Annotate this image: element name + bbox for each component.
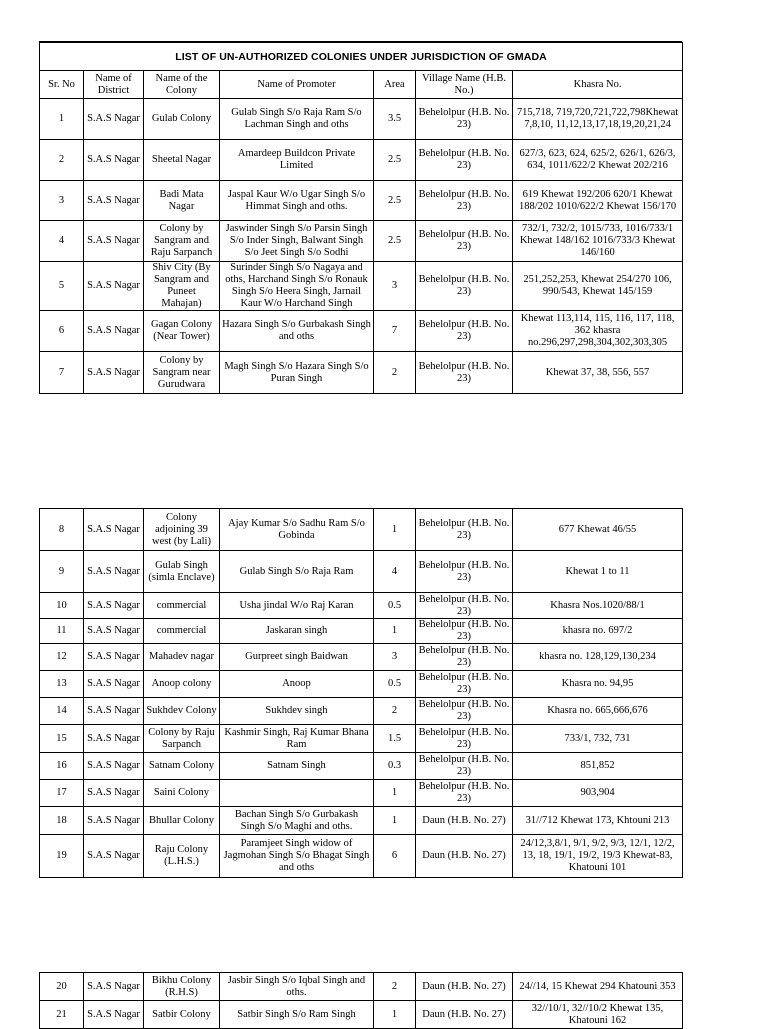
cell-sr-no: 6 (40, 311, 84, 352)
cell-district: S.A.S Nagar (84, 140, 144, 181)
cell-colony: commercial (144, 619, 220, 644)
cell-promoter: Jaswinder Singh S/o Parsin Singh S/o Inder Singh, Balwant Singh S/o Jeet Singh S/o Sodhi (220, 221, 374, 262)
table-row (40, 753, 683, 780)
cell-village: Daun (H.B. No. 27) (416, 1001, 513, 1029)
cell-area: 7 (374, 311, 416, 352)
cell-village: Behelolpur (H.B. No. 23) (416, 698, 513, 725)
cell-colony: Gulab Colony (144, 99, 220, 140)
cell-sr-no: 14 (40, 698, 84, 725)
cell-colony: Raju Colony (L.H.S.) (144, 835, 220, 878)
cell-district: S.A.S Nagar (84, 644, 144, 671)
cell-village: Daun (H.B. No. 27) (416, 973, 513, 1001)
cell-khasra: 627/3, 623, 624, 625/2, 626/1, 626/3, 634, 1011/622/2 Khewat 202/216 (513, 140, 683, 181)
cell-promoter: Amardeep Buildcon Private Limited (220, 140, 374, 181)
cell-khasra: 32//10/1, 32//10/2 Khewat 135, Khatouni 162 (513, 1001, 683, 1029)
cell-promoter: Paramjeet Singh widow of Jagmohan Singh S/o Bhagat Singh and oths (220, 835, 374, 878)
cell-sr-no: 16 (40, 753, 84, 780)
cell-sr-no: 15 (40, 725, 84, 753)
table-row (40, 698, 683, 725)
cell-village: Behelolpur (H.B. No. 23) (416, 753, 513, 780)
cell-area: 0.5 (374, 593, 416, 619)
cell-khasra: Khasra no. 94,95 (513, 671, 683, 698)
cell-khasra: Khasra no. 665,666,676 (513, 698, 683, 725)
cell-village: Behelolpur (H.B. No. 23) (416, 551, 513, 593)
cell-area: 3 (374, 262, 416, 311)
cell-sr-no: 3 (40, 181, 84, 221)
table-row (40, 619, 683, 644)
cell-district: S.A.S Nagar (84, 698, 144, 725)
header-promoter: Name of Promoter (220, 71, 374, 99)
cell-colony: Mahadev nagar (144, 644, 220, 671)
table-row (40, 221, 683, 262)
cell-khasra: khasra no. 697/2 (513, 619, 683, 644)
cell-district: S.A.S Nagar (84, 221, 144, 262)
document-title: LIST OF UN-AUTHORIZED COLONIES UNDER JURISDICTION OF GMADA (40, 43, 683, 71)
cell-khasra: 619 Khewat 192/206 620/1 Khewat 188/202 1010/622/2 Khewat 156/170 (513, 181, 683, 221)
cell-khasra: 851,852 (513, 753, 683, 780)
cell-area: 0.3 (374, 753, 416, 780)
cell-district: S.A.S Nagar (84, 352, 144, 394)
cell-khasra: 903,904 (513, 780, 683, 807)
table-row (40, 593, 683, 619)
cell-colony: Bikhu Colony (R.H.S) (144, 973, 220, 1001)
cell-sr-no: 11 (40, 619, 84, 644)
table-row (40, 1001, 683, 1029)
table-row (40, 973, 683, 1001)
cell-khasra: Khasra Nos.1020/88/1 (513, 593, 683, 619)
cell-district: S.A.S Nagar (84, 619, 144, 644)
cell-promoter: Sukhdev singh (220, 698, 374, 725)
cell-area: 2 (374, 973, 416, 1001)
header-sr-no: Sr. No (40, 71, 84, 99)
cell-village: Behelolpur (H.B. No. 23) (416, 644, 513, 671)
cell-village: Behelolpur (H.B. No. 23) (416, 780, 513, 807)
cell-sr-no: 13 (40, 671, 84, 698)
cell-village: Behelolpur (H.B. No. 23) (416, 262, 513, 311)
cell-colony: Colony adjoining 39 west (by Lali) (144, 509, 220, 551)
cell-khasra: Khewat 113,114, 115, 116, 117, 118, 362 khasra no.296,297,298,304,302,303,305 (513, 311, 683, 352)
cell-sr-no: 21 (40, 1001, 84, 1029)
cell-area: 1 (374, 1001, 416, 1029)
cell-village: Behelolpur (H.B. No. 23) (416, 140, 513, 181)
cell-district: S.A.S Nagar (84, 807, 144, 835)
cell-village: Daun (H.B. No. 27) (416, 807, 513, 835)
cell-district: S.A.S Nagar (84, 181, 144, 221)
colonies-table-page1 (39, 42, 683, 394)
cell-colony: Gagan Colony (Near Tower) (144, 311, 220, 352)
cell-promoter: Ajay Kumar S/o Sadhu Ram S/o Gobinda (220, 509, 374, 551)
cell-promoter: Hazara Singh S/o Gurbakash Singh and oths (220, 311, 374, 352)
cell-sr-no: 18 (40, 807, 84, 835)
table-row (40, 551, 683, 593)
header-district: Name of District (84, 71, 144, 99)
colonies-table-page2 (39, 508, 683, 878)
cell-colony: Bhullar Colony (144, 807, 220, 835)
cell-area: 1 (374, 509, 416, 551)
cell-colony: Anoop colony (144, 671, 220, 698)
cell-promoter (220, 780, 374, 807)
cell-promoter: Anoop (220, 671, 374, 698)
table-row (40, 99, 683, 140)
cell-colony: Colony by Sangram and Raju Sarpanch (144, 221, 220, 262)
cell-khasra: 31//712 Khewat 173, Khtouni 213 (513, 807, 683, 835)
table-row (40, 311, 683, 352)
cell-area: 3 (374, 644, 416, 671)
cell-sr-no: 9 (40, 551, 84, 593)
cell-promoter: Gurpreet singh Baidwan (220, 644, 374, 671)
cell-village: Behelolpur (H.B. No. 23) (416, 311, 513, 352)
cell-promoter: Bachan Singh S/o Gurbakash Singh S/o Maghi and oths. (220, 807, 374, 835)
cell-area: 4 (374, 551, 416, 593)
cell-district: S.A.S Nagar (84, 262, 144, 311)
cell-promoter: Usha jindal W/o Raj Karan (220, 593, 374, 619)
cell-district: S.A.S Nagar (84, 671, 144, 698)
cell-colony: Shiv City (By Sangram and Puneet Mahajan) (144, 262, 220, 311)
cell-promoter: Magh Singh S/o Hazara Singh S/o Puran Singh (220, 352, 374, 394)
table-row (40, 671, 683, 698)
cell-area: 1 (374, 780, 416, 807)
cell-sr-no: 12 (40, 644, 84, 671)
table-row (40, 262, 683, 311)
cell-colony: Saini Colony (144, 780, 220, 807)
cell-promoter: Kashmir Singh, Raj Kumar Bhana Ram (220, 725, 374, 753)
cell-village: Behelolpur (H.B. No. 23) (416, 593, 513, 619)
cell-colony: Colony by Sangram near Gurudwara (144, 352, 220, 394)
cell-colony: Satnam Colony (144, 753, 220, 780)
cell-village: Behelolpur (H.B. No. 23) (416, 671, 513, 698)
table-row (40, 140, 683, 181)
table-row (40, 181, 683, 221)
cell-area: 0.5 (374, 671, 416, 698)
cell-colony: Gulab Singh (simla Enclave) (144, 551, 220, 593)
cell-district: S.A.S Nagar (84, 973, 144, 1001)
cell-area: 1 (374, 807, 416, 835)
cell-village: Daun (H.B. No. 27) (416, 835, 513, 878)
cell-promoter: Jaspal Kaur W/o Ugar Singh S/o Himmat Singh and oths. (220, 181, 374, 221)
cell-khasra: 732/1, 732/2, 1015/733, 1016/733/1 Khewat 148/162 1016/733/3 Khewat 146/160 (513, 221, 683, 262)
cell-khasra: 715,718, 719,720,721,722,798Khewat 7,8,10, 11,12,13,17,18,19,20,21,24 (513, 99, 683, 140)
cell-village: Behelolpur (H.B. No. 23) (416, 619, 513, 644)
cell-khasra: 24//14, 15 Khewat 294 Khatouni 353 (513, 973, 683, 1001)
cell-village: Behelolpur (H.B. No. 23) (416, 352, 513, 394)
cell-area: 2.5 (374, 181, 416, 221)
table-row (40, 352, 683, 394)
cell-khasra: khasra no. 128,129,130,234 (513, 644, 683, 671)
cell-area: 2 (374, 698, 416, 725)
cell-khasra: 733/1, 732, 731 (513, 725, 683, 753)
cell-sr-no: 17 (40, 780, 84, 807)
header-village: Village Name (H.B. No.) (416, 71, 513, 99)
header-area: Area (374, 71, 416, 99)
cell-sr-no: 8 (40, 509, 84, 551)
cell-district: S.A.S Nagar (84, 725, 144, 753)
cell-khasra: 24/12,3,8/1, 9/1, 9/2, 9/3, 12/1, 12/2, 13, 18, 19/1, 19/2, 19/3 Khewat-83, Khatouni 101 (513, 835, 683, 878)
header-khasra: Khasra No. (513, 71, 683, 99)
cell-sr-no: 20 (40, 973, 84, 1001)
cell-sr-no: 1 (40, 99, 84, 140)
cell-promoter: Jasbir Singh S/o Iqbal Singh and oths. (220, 973, 374, 1001)
cell-district: S.A.S Nagar (84, 1001, 144, 1029)
table-row (40, 725, 683, 753)
cell-sr-no: 2 (40, 140, 84, 181)
cell-colony: Sukhdev Colony (144, 698, 220, 725)
cell-district: S.A.S Nagar (84, 509, 144, 551)
cell-sr-no: 5 (40, 262, 84, 311)
cell-district: S.A.S Nagar (84, 780, 144, 807)
cell-khasra: 677 Khewat 46/55 (513, 509, 683, 551)
cell-village: Behelolpur (H.B. No. 23) (416, 99, 513, 140)
cell-district: S.A.S Nagar (84, 311, 144, 352)
cell-colony: Colony by Raju Sarpanch (144, 725, 220, 753)
colonies-table-page3 (39, 972, 683, 1029)
cell-khasra: 251,252,253, Khewat 254/270 106, 990/543, Khewat 145/159 (513, 262, 683, 311)
cell-khasra: Khewat 1 to 11 (513, 551, 683, 593)
cell-district: S.A.S Nagar (84, 99, 144, 140)
cell-promoter: Gulab Singh S/o Raja Ram S/o Lachman Singh and oths (220, 99, 374, 140)
cell-district: S.A.S Nagar (84, 593, 144, 619)
header-row (40, 71, 683, 99)
header-colony: Name of the Colony (144, 71, 220, 99)
cell-colony: Satbir Colony (144, 1001, 220, 1029)
cell-village: Behelolpur (H.B. No. 23) (416, 181, 513, 221)
table-row (40, 780, 683, 807)
table-row (40, 807, 683, 835)
cell-village: Behelolpur (H.B. No. 23) (416, 509, 513, 551)
cell-area: 1.5 (374, 725, 416, 753)
cell-promoter: Satnam Singh (220, 753, 374, 780)
cell-sr-no: 4 (40, 221, 84, 262)
cell-village: Behelolpur (H.B. No. 23) (416, 221, 513, 262)
cell-district: S.A.S Nagar (84, 835, 144, 878)
cell-district: S.A.S Nagar (84, 551, 144, 593)
table-row (40, 835, 683, 878)
cell-area: 3.5 (374, 99, 416, 140)
cell-promoter: Jaskaran singh (220, 619, 374, 644)
cell-promoter: Surinder Singh S/o Nagaya and oths, Harchand Singh S/o Ronauk Singh S/o Heera Singh, Jarnail Kaur W/o Harchand Singh (220, 262, 374, 311)
table-row (40, 509, 683, 551)
cell-area: 1 (374, 619, 416, 644)
cell-promoter: Satbir Singh S/o Ram Singh (220, 1001, 374, 1029)
cell-colony: Sheetal Nagar (144, 140, 220, 181)
cell-district: S.A.S Nagar (84, 753, 144, 780)
cell-colony: Badi Mata Nagar (144, 181, 220, 221)
cell-sr-no: 7 (40, 352, 84, 394)
cell-khasra: Khewat 37, 38, 556, 557 (513, 352, 683, 394)
cell-sr-no: 10 (40, 593, 84, 619)
cell-colony: commercial (144, 593, 220, 619)
cell-sr-no: 19 (40, 835, 84, 878)
cell-area: 2 (374, 352, 416, 394)
cell-promoter: Gulab Singh S/o Raja Ram (220, 551, 374, 593)
cell-area: 6 (374, 835, 416, 878)
cell-area: 2.5 (374, 140, 416, 181)
cell-area: 2.5 (374, 221, 416, 262)
table-row (40, 644, 683, 671)
cell-village: Behelolpur (H.B. No. 23) (416, 725, 513, 753)
